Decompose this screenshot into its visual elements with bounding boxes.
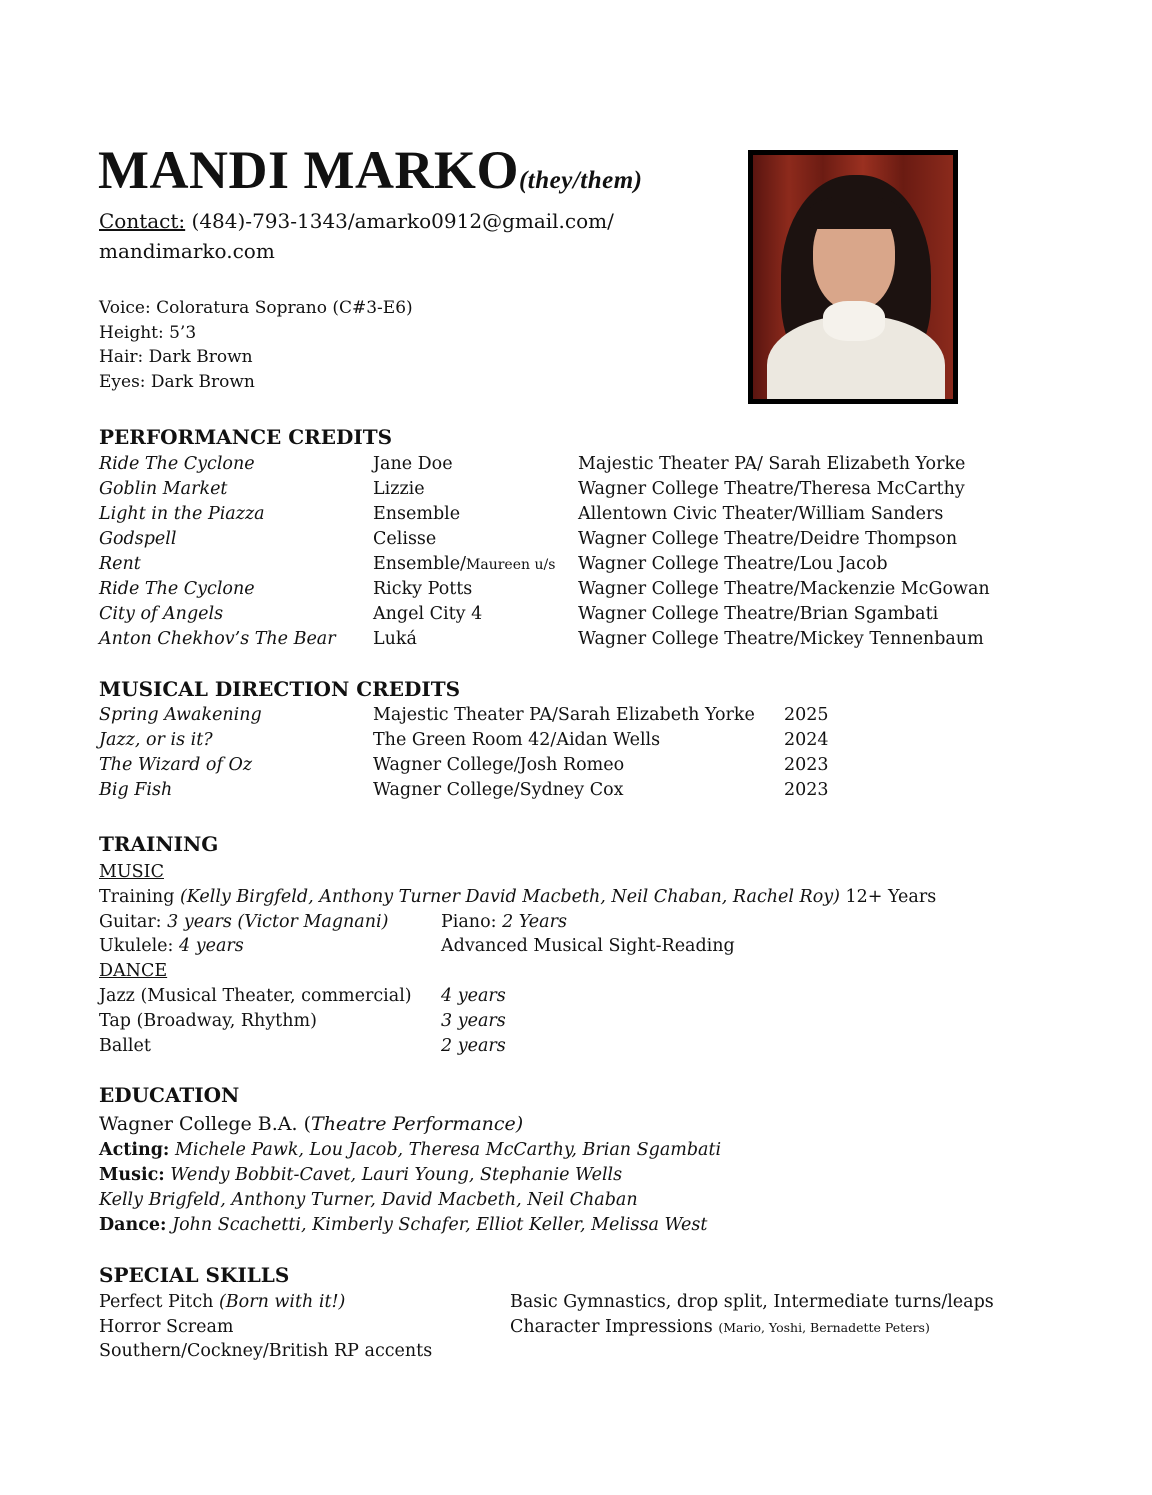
- contact-website: mandimarko.com: [99, 239, 275, 263]
- acting-teachers: Michele Pawk, Lou Jacob, Theresa McCarthy, Brian Sgambati: [169, 1140, 722, 1160]
- contact-line: [99, 206, 614, 236]
- md-year: 2025: [784, 705, 829, 725]
- dance-style: Ballet: [99, 1036, 151, 1056]
- skill-horror-scream: Horror Scream: [99, 1317, 234, 1337]
- dance-years: 2 years: [441, 1036, 506, 1056]
- performance-role: [373, 527, 436, 552]
- skill-gymnastics: Basic Gymnastics, drop split, Intermediate turns/leaps: [510, 1292, 994, 1312]
- education-dance: [99, 1213, 707, 1238]
- photo-collar: [823, 301, 885, 341]
- performance-role-text: Lizzie: [373, 479, 425, 499]
- performance-role: [373, 502, 460, 527]
- attribute-eyes: Eyes: Dark Brown: [99, 372, 255, 392]
- training-music-label: MUSIC: [99, 862, 164, 882]
- skill-perfect-pitch: [99, 1290, 345, 1315]
- md-year: 2024: [784, 730, 829, 750]
- performance-show: Godspell: [99, 529, 177, 549]
- performance-role: [373, 577, 472, 602]
- performance-show: Rent: [99, 554, 141, 574]
- headshot-photo: [748, 150, 958, 404]
- section-heading-musical-direction: MUSICAL DIRECTION CREDITS: [99, 677, 461, 701]
- performance-role: [373, 627, 417, 652]
- piano-value: 2 Years: [502, 912, 567, 932]
- performance-role: [373, 452, 453, 477]
- perfect-pitch-text: Perfect Pitch: [99, 1292, 219, 1312]
- name-text: MANDI MARKO: [98, 140, 519, 200]
- training-teachers: (Kelly Birgfeld, Anthony Turner David Macbeth, Neil Chaban, Rachel Roy): [179, 887, 840, 907]
- training-prefix: Training: [99, 887, 180, 907]
- attribute-voice: Voice: Coloratura Soprano (C#3-E6): [99, 298, 413, 318]
- performance-venue: Wagner College Theatre/Mackenzie McGowan: [578, 579, 990, 599]
- performance-role-text: Angel City 4: [373, 604, 483, 624]
- perfect-pitch-note: (Born with it!): [218, 1292, 346, 1312]
- photo-bangs: [809, 195, 901, 229]
- md-venue: The Green Room 42/Aidan Wells: [373, 730, 661, 750]
- skill-impressions: [510, 1315, 930, 1340]
- performance-role: [373, 602, 482, 627]
- performance-role-text: Ricky Potts: [373, 579, 473, 599]
- section-heading-training: TRAINING: [99, 832, 219, 856]
- training-voice: [99, 885, 936, 910]
- dance-label: Dance:: [99, 1215, 167, 1235]
- md-venue: Wagner College/Josh Romeo: [373, 755, 625, 775]
- md-show: Jazz, or is it?: [99, 730, 213, 750]
- performance-venue: Wagner College Theatre/Deidre Thompson: [578, 529, 958, 549]
- performance-role-text: Ensemble: [373, 504, 461, 524]
- music-label: Music:: [99, 1165, 165, 1185]
- degree-major: Theatre Performance): [311, 1113, 524, 1135]
- md-year: 2023: [784, 755, 829, 775]
- training-piano: [441, 910, 567, 935]
- performance-role-text: Luká: [373, 629, 417, 649]
- pronouns: (they/them): [518, 167, 643, 194]
- resume-name: [98, 140, 642, 211]
- performance-venue: Wagner College Theatre/Theresa McCarthy: [578, 479, 965, 499]
- attribute-height: Height: 5’3: [99, 323, 197, 343]
- contact-label: Contact:: [99, 209, 186, 233]
- impressions-note: (Mario, Yoshi, Bernadette Peters): [718, 1320, 930, 1335]
- performance-role: [373, 552, 555, 577]
- performance-role-text: Jane Doe: [373, 454, 453, 474]
- dance-years: 4 years: [441, 986, 506, 1006]
- performance-show: City of Angels: [99, 604, 224, 624]
- section-heading-performance: PERFORMANCE CREDITS: [99, 425, 393, 449]
- ukulele-label: Ukulele:: [99, 936, 179, 956]
- section-heading-education: EDUCATION: [99, 1083, 240, 1107]
- education-degree: [99, 1112, 523, 1137]
- degree-prefix: Wagner College B.A. (: [99, 1113, 312, 1135]
- performance-show: Goblin Market: [99, 479, 228, 499]
- training-sight-reading: Advanced Musical Sight-Reading: [441, 936, 735, 956]
- performance-role-text: Ensemble/: [373, 554, 467, 574]
- impressions-text: Character Impressions: [510, 1317, 719, 1337]
- guitar-value: 3 years (Victor Magnani): [167, 912, 389, 932]
- dance-style: Tap (Broadway, Rhythm): [99, 1011, 317, 1031]
- dance-teachers: John Scachetti, Kimberly Schafer, Elliot Keller, Melissa West: [166, 1215, 708, 1235]
- performance-venue: Wagner College Theatre/Mickey Tennenbaum: [578, 629, 984, 649]
- music-teachers: Wendy Bobbit-Cavet, Lauri Young, Stephanie Wells: [164, 1165, 623, 1185]
- performance-show: Ride The Cyclone: [99, 579, 255, 599]
- training-dance-label: DANCE: [99, 961, 168, 981]
- attribute-hair: Hair: Dark Brown: [99, 347, 253, 367]
- education-acting: [99, 1138, 721, 1163]
- md-venue: Majestic Theater PA/Sarah Elizabeth Yorke: [373, 705, 755, 725]
- performance-role-note: Maureen u/s: [466, 557, 556, 573]
- performance-role: [373, 477, 425, 502]
- md-show: Spring Awakening: [99, 705, 262, 725]
- dance-style: Jazz (Musical Theater, commercial): [99, 986, 412, 1006]
- dance-years: 3 years: [441, 1011, 506, 1031]
- education-music: [99, 1163, 622, 1188]
- piano-label: Piano:: [441, 912, 503, 932]
- md-show: The Wizard of Oz: [99, 755, 253, 775]
- training-ukulele: [99, 934, 244, 959]
- performance-role-text: Celisse: [373, 529, 437, 549]
- performance-show: Anton Chekhov’s The Bear: [99, 629, 336, 649]
- performance-show: Light in the Piazza: [99, 504, 265, 524]
- section-heading-special-skills: SPECIAL SKILLS: [99, 1263, 290, 1287]
- education-music-cont: Kelly Brigfeld, Anthony Turner, David Macbeth, Neil Chaban: [99, 1190, 638, 1210]
- performance-venue: Majestic Theater PA/ Sarah Elizabeth Yorke: [578, 454, 966, 474]
- md-show: Big Fish: [99, 780, 173, 800]
- skill-accents: Southern/Cockney/British RP accents: [99, 1341, 433, 1361]
- md-venue: Wagner College/Sydney Cox: [373, 780, 624, 800]
- contact-phone-email: (484)-793-1343/amarko0912@gmail.com/: [185, 209, 614, 233]
- training-guitar: [99, 910, 388, 935]
- guitar-label: Guitar:: [99, 912, 168, 932]
- acting-label: Acting:: [99, 1140, 170, 1160]
- md-year: 2023: [784, 780, 829, 800]
- ukulele-value: 4 years: [179, 936, 244, 956]
- performance-venue: Wagner College Theatre/Lou Jacob: [578, 554, 888, 574]
- performance-venue: Wagner College Theatre/Brian Sgambati: [578, 604, 939, 624]
- performance-venue: Allentown Civic Theater/William Sanders: [578, 504, 944, 524]
- performance-show: Ride The Cyclone: [99, 454, 255, 474]
- training-years: 12+ Years: [839, 887, 937, 907]
